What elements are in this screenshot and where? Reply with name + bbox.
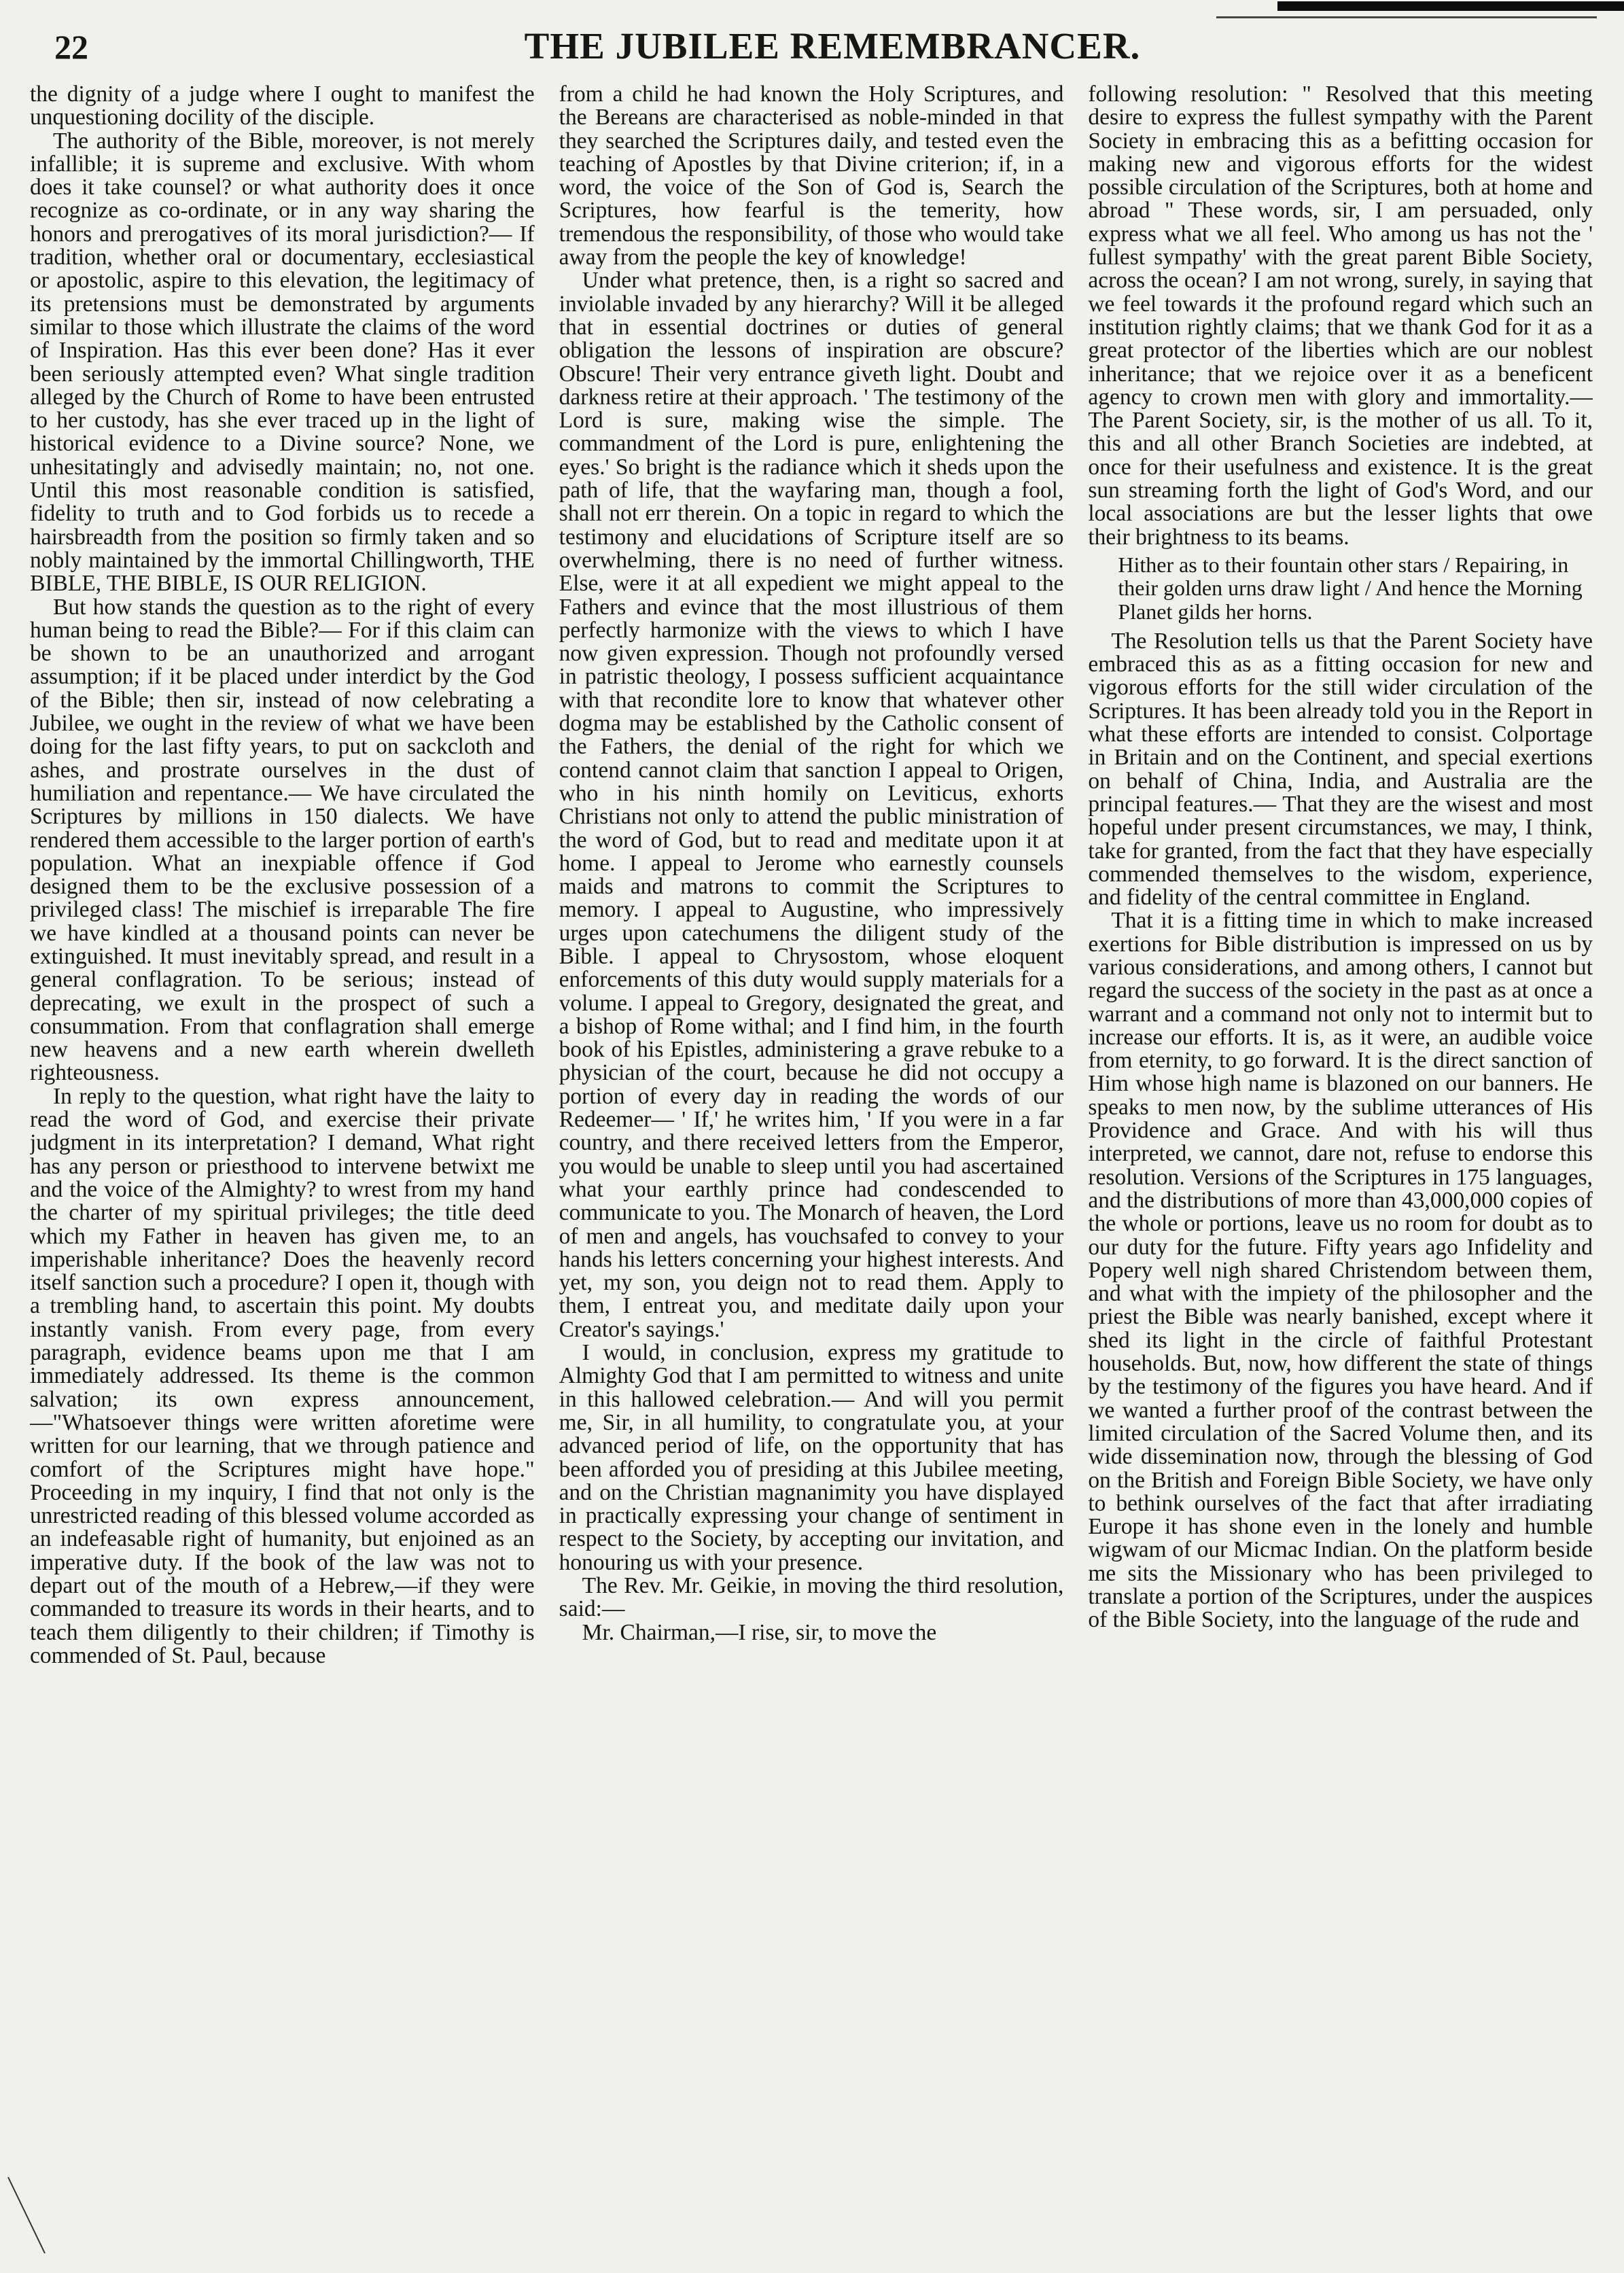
- paragraph: I would, in conclusion, express my gratitude to Almighty God that I am permitted to witness and unite in this hallowed celebration.— And will you permit me, Sir, in all humility, to congratulate you, at your advanced period of life, on the opportunity that has been afforded you of presiding at this Jubilee meeting, and on the Christian magnanimity you have displayed in practically expressing your change of sentiment in respect to the Society, by accepting our invitation, and honouring us with your presence.: [559, 1340, 1064, 1575]
- paragraph: Mr. Chairman,—I rise, sir, to move the: [582, 1619, 937, 1645]
- paragraph: from a child he had known the Holy Scriptures, and the Bereans are characterised as noble-minded in that they searched the Scriptures daily, and tested even the teaching of Apostles by that Divine criterion; if, in a word, the voice of the Son of God is, Search the Scriptures, how fearful is the temerity, how tremendous the responsibility, of those who would take away from the people the key of knowledge!: [559, 83, 1064, 270]
- page-header: [54, 23, 1610, 77]
- paragraph: The Rev. Mr. Geikie, in moving the third resolution, said:—: [559, 1573, 1064, 1622]
- paragraph: the dignity of a judge where I ought to manifest the unquestioning docility of the disciple.: [30, 83, 535, 130]
- paragraph: Under what pretence, then, is a right so sacred and inviolable invaded by any hierarchy? Will it be alleged that in essential doctrines or duties of general obligation the lessons of inspiration are obscure? Obscure! Their very entrance giveth light. Doubt and darkness retire at their approach. ' The testimony of the Lord is sure, making wise the simple. The commandment of the Lord is pure, enlightening the eyes.' So bright is the radiance which it sheds upon the path of life, that the wayfaring man, though a fool, shall not err therein. On a topic in regard to which the testimony and elucidations of Scripture itself are so overwhelming, there is no need of further witness. Else, were it at all expedient we might appeal to the Fathers and evince that the most illustrious of them perfectly harmonize with the views to which I have now given expression. Though not profoundly versed in patristic theology, I possess sufficient acquaintance with that recondite lore to know that whatever other dogma may be established by the Catholic consent of the Fathers, the denial of the right for which we contend cannot claim that sanction I appeal to Origen, who in his ninth homily on Leviticus, exhorts Christians not only to attend the public ministration of the word of God, but to read and meditate upon it at home. I appeal to Jerome who earnestly counsels maids and matrons to commit the Scriptures to memory. I appeal to Augustine, who impressively urges upon catechumens the diligent study of the Bible. I appeal to Chrysostom, whose eloquent enforcements of this duty would supply materials for a volume. I appeal to Gregory, designated the great, and a bishop of Rome withal; and I find him, in the fourth book of his Epistles, administering a grave rebuke to a physician of the court, because he did not occupy a portion of every day in reading the words of our Redeemer— ' If,' he writes him, ' If you were in a far country, and there received letters from the Emperor, you would be unable to sleep until you had ascertained what your earthly prince had condescended to communicate to you. The Monarch of heaven, the Lord of men and angels, has vouchsafed to convey to your hands his letters concerning your highest interests. And yet, my son, you deign not to read them. Apply to them, I entreat you, and meditate daily upon your Creator's sayings.': [559, 268, 1064, 1342]
- paragraph: following resolution: " Resolved that this meeting desire to express the fullest sympathy with the Parent Society in embracing this as a befitting occasion for making new and vigorous efforts for the widest possible circulation of the Scriptures, both at home and abroad " These words, sir, I am persuaded, only express what we all feel. Who among us has not the ' fullest sympathy' with the great parent Bible Society, across the ocean? I am not wrong, surely, in saying that we feel towards it the profound regard which such an institution rightly claims; that we thank God for it as a great protector of the liberties which are our noblest inheritance; that we rejoice over it as a beneficent agency to crown men with glory and immortality.— The Parent Society, sir, is the mother of us all. To it, this and all other Branch Societies are indebted, at once for their usefulness and existence. It is the great sun streaming forth the light of God's Word, and our local associations are but the lesser lights that owe their brightness to its beams.: [1088, 83, 1593, 550]
- column-3: [1088, 83, 1593, 2251]
- top-edge-bar: [1277, 1, 1624, 11]
- column-1: [30, 83, 535, 2251]
- page-number: 22: [54, 28, 88, 66]
- paragraph: In reply to the question, what right have the laity to read the word of God, and exercise their private judgment in its interpretation? I demand, What right has any person or priesthood to intervene betwixt me and the voice of the Almighty? to wrest from my hand the charter of my spiritual privileges; the title deed which my Father in heaven has given me, to an imperishable inheritance? Does the heavenly record itself sanction such a procedure? I open it, though with a trembling hand, to ascertain this point. My doubts instantly vanish. From every page, from every paragraph, evidence beams upon me that I am immediately addressed. Its theme is the common salvation; its own express announcement,—"Whatsoever things were written aforetime were written for our learning, that we through patience and comfort of the Scriptures might have hope." Proceeding in my inquiry, I find that not only is the unrestricted reading of this blessed volume accorded as an indefeasable right of humanity, but enjoined as an imperative duty. If the book of the law was not to depart out of the mouth of a Hebrew,—if they were commanded to treasure its words in their hearts, and to teach them diligently to their children; if Timothy is commended of St. Paul, because: [30, 1083, 535, 1668]
- verse-quote: Hither as to their fountain other stars / Repairing, in their golden urns draw light / And hence the Morning Planet gilds her horns.: [1118, 552, 1583, 624]
- top-rule-line: [1216, 16, 1597, 18]
- paragraph: That it is a fitting time in which to make increased exertions for Bible distribution is impressed on us by various considerations, and among others, I cannot but regard the success of the society in the past as at once a warrant and a command not only not to intermit but to increase our efforts. It is, as it were, an audible voice from eternity, to go forward. It is the direct sanction of Him whose high name is blazoned on our banners. He speaks to men now, by the sublime utterances of His Providence and Grace. And with his will thus interpreted, we cannot, dare not, refuse to endorse this resolution. Versions of the Scriptures in 175 languages, and the distributions of more than 43,000,000 copies of the whole or portions, leave us no room for doubt as to our duty for the future. Fifty years ago Infidelity and Popery well nigh shared Christendom between them, and what with the impiety of the philosopher and the priest the Bible was nearly banished, except where it shed its light in the circle of faithful Protestant households. But, now, how different the state of things by the testimony of the figures you have heard. And if we wanted a further proof of the contrast between the limited circulation of the Sacred Volume then, and its wide dissemination now, through the blessing of God on the British and Foreign Bible Society, we have only to bethink ourselves of the fact that after irradiating Europe it has shone even in the lonely and humble wigwam of our Micmac Indian. On the platform beside me sits the Missionary who has been privileged to translate a portion of the Scriptures, under the auspices of the Bible Society, into the language of the rude and: [1088, 908, 1593, 1633]
- page-title: THE JUBILEE REMEMBRANCER.: [524, 25, 1141, 67]
- paragraph: The Resolution tells us that the Parent Society have embraced this as as a fitting occasion for new and vigorous efforts for the still wider circulation of the Scriptures. It has been already told you in the Report in what these efforts are intended to consist. Colportage in Britain and on the Continent, and special exertions on behalf of China, India, and Australia are the principal features.— That they are the wisest and most hopeful under present circumstances, we may, I think, take for granted, from the fact that they have especially commended themselves to the wisdom, experience, and fidelity of the central committee in England.: [1088, 628, 1593, 911]
- column-2: [559, 83, 1064, 2251]
- text-columns: [30, 83, 1593, 2251]
- paragraph: The authority of the Bible, moreover, is not merely infallible; it is supreme and exclusive. With whom does it take counsel? or what authority does it once recognize as co-ordinate, or in any way sharing the honors and prerogatives of its moral jurisdiction?— If tradition, whether oral or documentary, ecclesiastical or apostolic, aspire to this elevation, the legitimacy of its pretensions must be demonstrated by arguments similar to those which illustrate the claims of the word of Inspiration. Has this ever been done? Has it ever been seriously attempted even? What single tradition alleged by the Church of Rome to have been entrusted to her custody, has she ever traced up in the light of historical evidence to a Divine source? None, we unhesitatingly and advisedly maintain; no, not one. Until this most reasonable condition is satisfied, fidelity to truth and to God forbids us to recede a hairsbreadth from the position so firmly taken and so nobly maintained by the immortal Chillingworth, THE BIBLE, THE BIBLE, IS OUR RELIGION.: [30, 128, 535, 597]
- paragraph: But how stands the question as to the right of every human being to read the Bible?— For if this claim can be shown to be an unauthorized and arrogant assumption; if it be placed under interdict by the God of the Bible; then sir, instead of now celebrating a Jubilee, we ought in the review of what we have been doing for the last fifty years, to put on sackcloth and ashes, and prostrate ourselves in the dust of humiliation and repentance.— We have circulated the Scriptures by millions in 150 dialects. We have rendered them accessible to the larger portion of earth's population. What an inexpiable offence if God designed them to be the exclusive possession of a privileged class! The mischief is irreparable The fire we have kindled at a thousand points can never be extinguished. It must inevitably spread, and result in a general conflagration. To be serious; instead of deprecating, we exult in the prospect of such a consummation. From that conflagration shall emerge new heavens and a new earth wherein dwelleth righteousness.: [30, 594, 535, 1086]
- margin-pen-stroke: [7, 2174, 48, 2256]
